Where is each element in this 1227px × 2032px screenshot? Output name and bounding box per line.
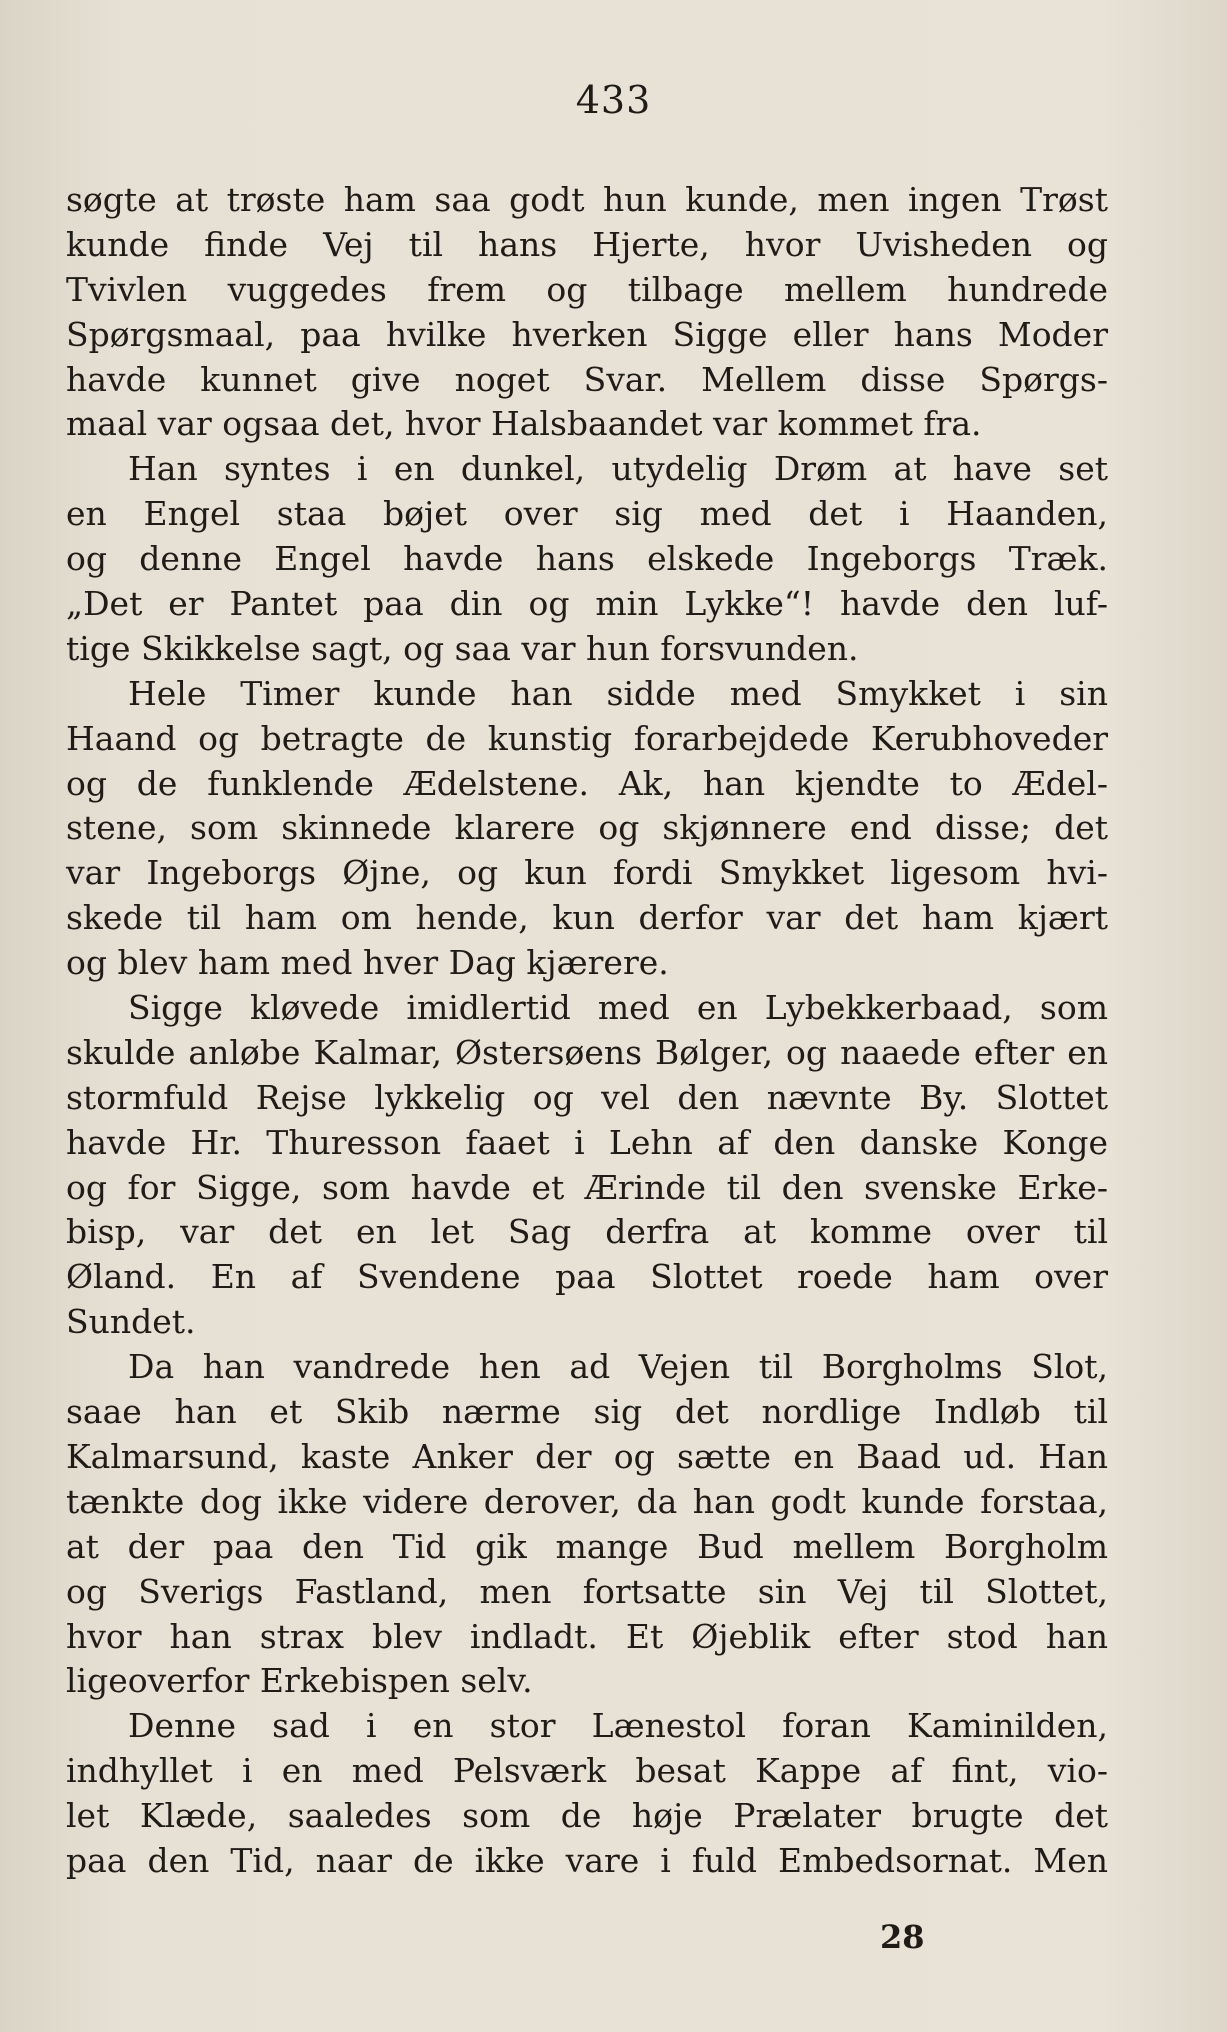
text-line: var Ingeborgs Øjne, og kun fordi Smykket ligesom hvi-	[66, 853, 1108, 893]
text-line: hvor han strax blev indladt. Et Øjeblik efter stod han	[66, 1616, 1108, 1656]
text-line: og de funklende Ædelstene. Ak, han kjendte to Ædel-	[66, 763, 1108, 803]
body-text	[66, 178, 1108, 1884]
text-line: let Klæde, saaledes som de høje Prælater brugte det	[66, 1796, 1108, 1836]
text-line: skede til ham om hende, kun derfor var det ham kjært	[66, 898, 1108, 938]
text-line: og for Sigge, som havde et Ærinde til den svenske Erke-	[66, 1167, 1108, 1207]
text-line: indhyllet i en med Pelsværk besat Kappe af fint, vio-	[66, 1751, 1108, 1791]
text-line: Haand og betragte de kunstig forarbejdede Kerubhoveder	[66, 718, 1108, 758]
text-line: stormfuld Rejse lykkelig og vel den nævnte By. Slottet	[66, 1077, 1108, 1117]
text-line: maal var ogsaa det, hvor Halsbaandet var kommet fra.	[66, 404, 982, 444]
text-line: tige Skikkelse sagt, og saa var hun forsvunden.	[66, 628, 859, 668]
text-line: at der paa den Tid gik mange Bud mellem Borgholm	[66, 1526, 1108, 1566]
text-line: søgte at trøste ham saa godt hun kunde, men ingen Trøst	[66, 180, 1108, 219]
text-line: „Det er Pantet paa din og min Lykke“! havde den luf-	[66, 584, 1108, 624]
text-line: ligeoverfor Erkebispen selv.	[66, 1661, 533, 1701]
paragraph-start-line: Han syntes i en dunkel, utydelig Drøm at have set	[128, 449, 1108, 489]
text-line: Øland. En af Svendene paa Slottet roede ham over	[66, 1257, 1108, 1297]
signature-mark: 28	[880, 1918, 925, 1956]
text-line: Sundet.	[66, 1302, 196, 1342]
paragraph-start-line: Hele Timer kunde han sidde med Smykket i sin	[128, 673, 1108, 713]
page-number: 433	[575, 78, 652, 122]
paragraph-start-line: Da han vandrede hen ad Vejen til Borgholms Slot,	[128, 1347, 1108, 1387]
text-line: og blev ham med hver Dag kjærere.	[66, 943, 669, 983]
paragraph-start-line: Sigge kløvede imidlertid med en Lybekkerbaad, som	[128, 988, 1108, 1028]
text-line: Spørgsmaal, paa hvilke hverken Sigge eller hans Moder	[66, 314, 1108, 354]
text-line: Tvivlen vuggedes frem og tilbage mellem hundrede	[66, 269, 1108, 309]
text-line: skulde anløbe Kalmar, Østersøens Bølger, og naaede efter en	[66, 1032, 1108, 1072]
text-line: en Engel staa bøjet over sig med det i Haanden,	[66, 494, 1108, 534]
text-line: Kalmarsund, kaste Anker der og sætte en Baad ud. Han	[66, 1436, 1108, 1476]
text-line: havde kunnet give noget Svar. Mellem disse Spørgs-	[66, 359, 1108, 399]
text-line: tænkte dog ikke videre derover, da han godt kunde forstaa,	[66, 1481, 1108, 1521]
text-line: stene, som skinnede klarere og skjønnere end disse; det	[66, 808, 1108, 848]
text-line: og Sverigs Fastland, men fortsatte sin Vej til Slottet,	[66, 1571, 1108, 1611]
text-line: saae han et Skib nærme sig det nordlige Indløb til	[66, 1392, 1108, 1432]
text-line: havde Hr. Thuresson faaet i Lehn af den danske Konge	[66, 1122, 1108, 1162]
text-line: kunde finde Vej til hans Hjerte, hvor Uvisheden og	[66, 224, 1108, 264]
text-line: og denne Engel havde hans elskede Ingeborgs Træk.	[66, 539, 1108, 579]
text-line: paa den Tid, naar de ikke vare i fuld Embedsornat. Men	[66, 1840, 1108, 1880]
text-line: bisp, var det en let Sag derfra at komme over til	[66, 1212, 1108, 1252]
paragraph-start-line: Denne sad i en stor Lænestol foran Kaminilden,	[128, 1706, 1108, 1746]
